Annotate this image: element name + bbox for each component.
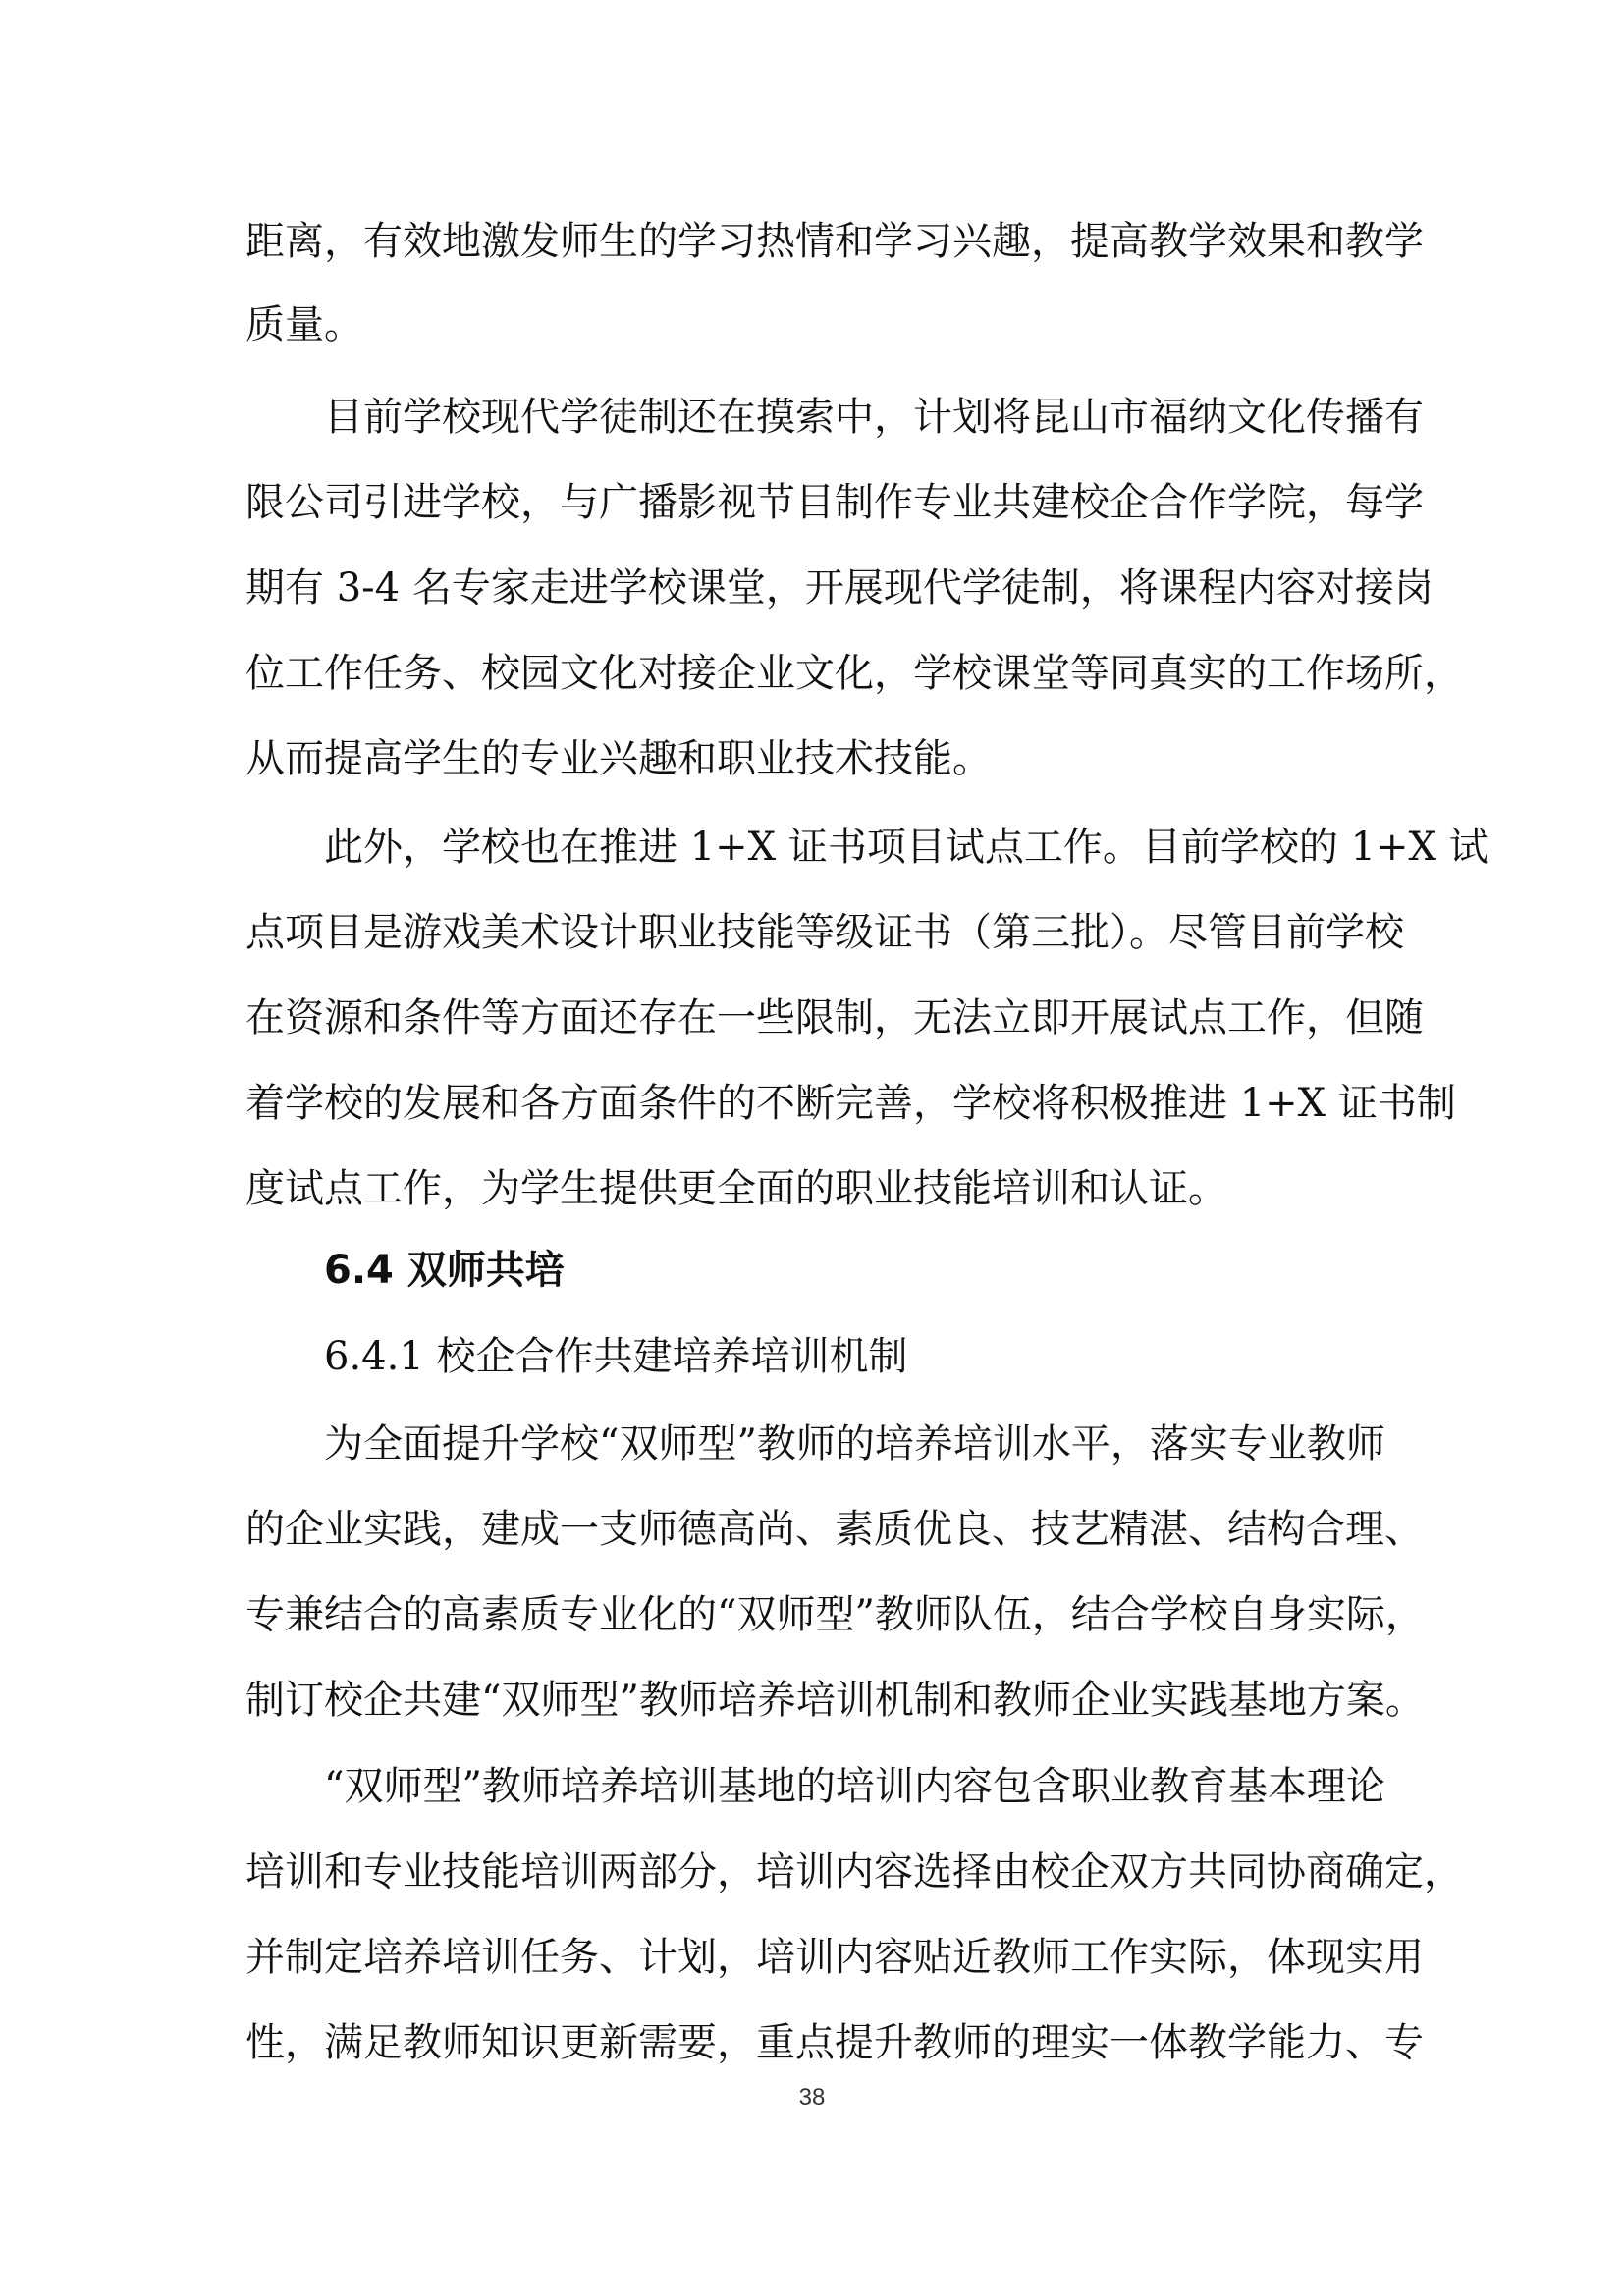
text-line: 位工作任务、校园文化对接企业文化，学校课堂等同真实的工作场所， xyxy=(245,651,1463,696)
text-line: 期有 3-4 名专家走进学校课堂，开展现代学徒制，将课程内容对接岗 xyxy=(245,565,1434,611)
text-line: 培训和专业技能培训两部分，培训内容选择由校企双方共同协商确定， xyxy=(245,1849,1463,1895)
text-line: 距离，有效地激发师生的学习热情和学习兴趣，提高教学效果和教学 xyxy=(245,219,1424,264)
text-line: 目前学校现代学徒制还在摸索中，计划将昆山市福纳文化传播有 xyxy=(324,395,1424,440)
section-heading: 6.4 双师共培 xyxy=(324,1248,565,1293)
text-line: 制订校企共建“双师型”教师培养培训机制和教师企业实践基地方案。 xyxy=(245,1678,1425,1723)
text-line: 此外，学校也在推进 1+X 证书项目试点工作。目前学校的 1+X 试 xyxy=(324,825,1489,870)
subsection-heading: 6.4.1 校企合作共建培养培训机制 xyxy=(324,1334,908,1379)
text-line: 质量。 xyxy=(245,302,363,347)
page-number: 38 xyxy=(798,2084,826,2110)
text-line: 并制定培养培训任务、计划，培训内容贴近教师工作实际，体现实用 xyxy=(245,1935,1424,1980)
text-line: 点项目是游戏美术设计职业技能等级证书（第三批）。尽管目前学校 xyxy=(245,910,1404,955)
text-line: 在资源和条件等方面还存在一些限制，无法立即开展试点工作，但随 xyxy=(245,995,1424,1041)
text-line: “双师型”教师培养培训基地的培训内容包含职业教育基本理论 xyxy=(324,1764,1385,1809)
text-line: 从而提高学生的专业兴趣和职业技术技能。 xyxy=(245,736,992,781)
text-line: 性，满足教师知识更新需要，重点提升教师的理实一体教学能力、专 xyxy=(245,2020,1424,2065)
text-line: 专兼结合的高素质专业化的“双师型”教师队伍，结合学校自身实际， xyxy=(245,1592,1425,1637)
text-line: 度试点工作，为学生提供更全面的职业技能培训和认证。 xyxy=(245,1166,1227,1211)
text-line: 限公司引进学校，与广播影视节目制作专业共建校企合作学院，每学 xyxy=(245,480,1424,525)
text-line: 着学校的发展和各方面条件的不断完善，学校将积极推进 1+X 证书制 xyxy=(245,1081,1456,1126)
text-line: 为全面提升学校“双师型”教师的培养培训水平，落实专业教师 xyxy=(324,1421,1385,1467)
text-line: 的企业实践，建成一支师德高尚、素质优良、技艺精湛、结构合理、 xyxy=(245,1507,1424,1552)
